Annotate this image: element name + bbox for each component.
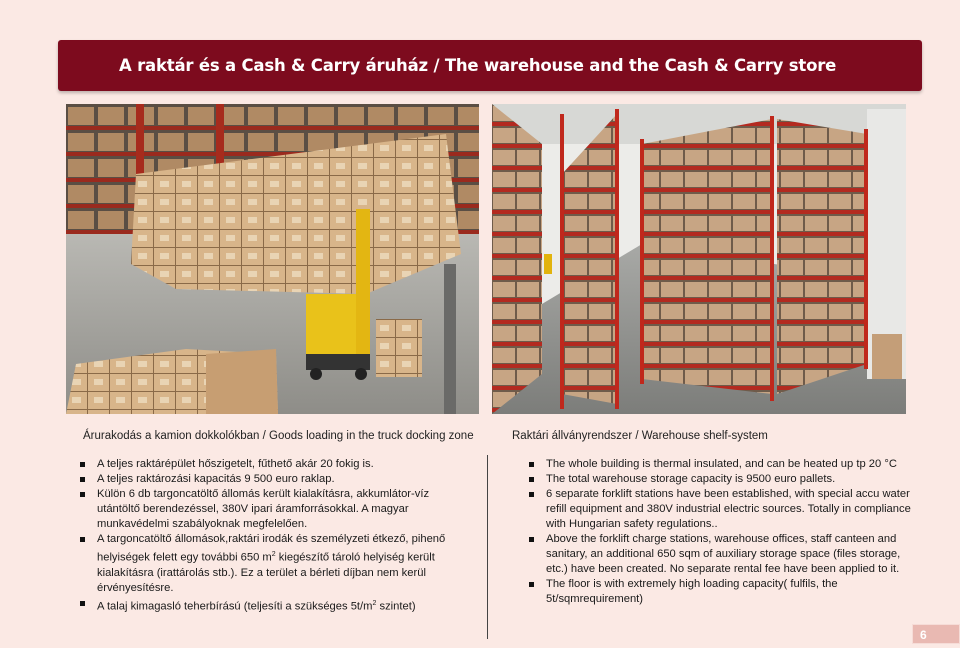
list-item: [80, 532, 472, 596]
list-item: The total warehouse storage capacity is 9500 euro pallets.: [529, 472, 914, 487]
shelf-system-illustration: [492, 104, 906, 414]
page-title: A raktár és a Cash & Carry áruház / The warehouse and the Cash & Carry store: [119, 56, 837, 75]
superscript: 2: [271, 551, 276, 558]
list-item-text: szintet): [376, 600, 416, 613]
superscript: 2: [372, 599, 377, 607]
loading-area-illustration: [66, 104, 479, 414]
list-item: The floor is with extremely high loading capacity( fulfils, the 5t/sqmrequirement): [529, 577, 914, 607]
list-item-text: kiegészítő tároló helyiség került kialakításra (irattárolás stb.). Ez a terület a bérleti díjban nem kerül érvényesítésre.: [97, 551, 435, 594]
list-item: Külön 6 db targoncatöltő állomás került kialakításra, akkumlátor-víz utántöltő berendezéssel, 380V ipari áramforrásokkal. A magyar munkavédelmi szabályoknak megfelelően.: [80, 487, 472, 532]
loading-area-photo: [66, 104, 479, 414]
list-item: Above the forklift charge stations, warehouse offices, staff canteen and sanitary, an additional 650 sqm of auxiliary storage space (files storage, etc.) have been created. No separate rental fee have been applied to it.: [529, 532, 914, 577]
photo-caption-left: Árurakodás a kamion dokkolókban / Goods loading in the truck docking zone: [83, 430, 474, 442]
list-item: A teljes raktárépület hőszigetelt, fűthető akár 20 fokig is.: [80, 457, 472, 472]
hungarian-bullet-list: [80, 457, 472, 614]
list-item: A teljes raktározási kapacitás 9 500 euro raklap.: [80, 472, 472, 487]
title-banner: [58, 40, 922, 91]
list-item: [80, 596, 472, 615]
page-number: 6: [912, 624, 960, 644]
list-item: 6 separate forklift stations have been established, with special accu water refill equipment and 380V industrial electric sources. Totally in compliance with Hungarian safety regulations..: [529, 487, 914, 532]
photo-caption-right: Raktári állványrendszer / Warehouse shelf-system: [512, 430, 768, 442]
shelf-system-photo: [492, 104, 906, 414]
list-item-text: A talaj kimagasló teherbírású (teljesíti a szükséges 5t/m: [97, 600, 373, 613]
english-bullet-list: [529, 457, 914, 607]
list-item: The whole building is thermal insulated, and can be heated up tp 20 °C: [529, 457, 914, 472]
list-item-text: A targoncatöltő állomások,raktári irodák és személyzeti étkező, pihenő helyiségek felett egy további 650 m: [97, 533, 446, 564]
column-divider: [487, 455, 488, 639]
